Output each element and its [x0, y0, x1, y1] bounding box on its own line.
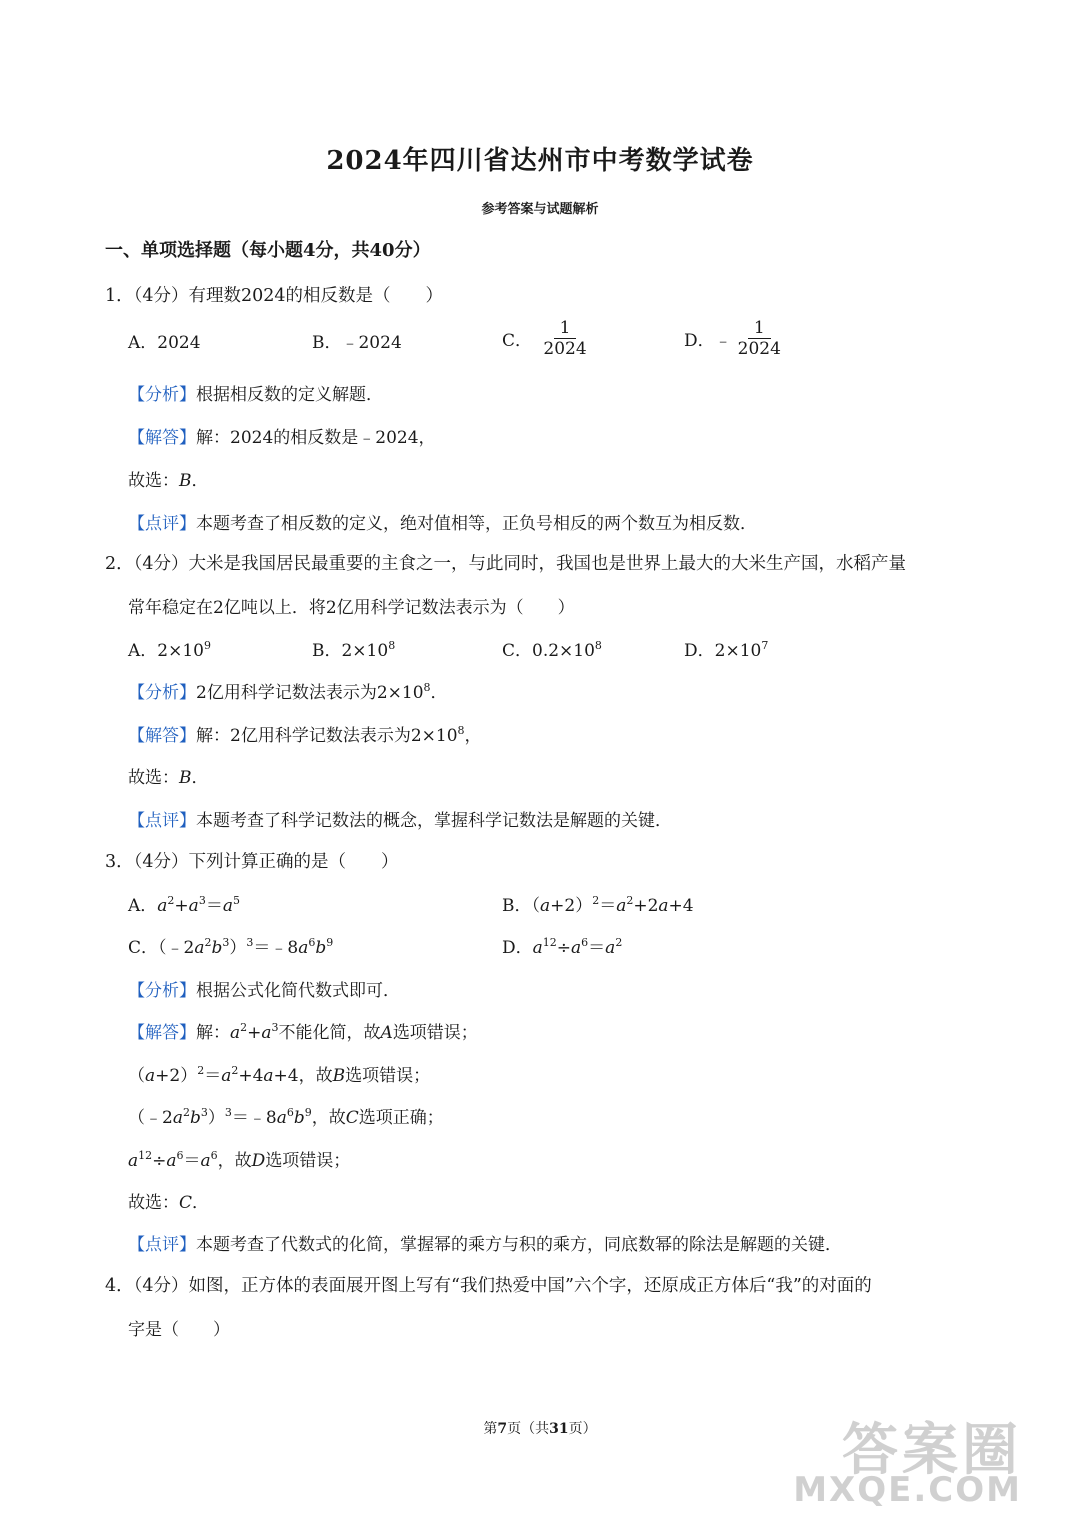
fraction-denominator: 2024 [543, 339, 587, 359]
q2-stem-line1: 2．（4分）大米是我国居民最重要的主食之一，与此同时，我国也是世界上最大的大米生产国，水稻产量 [105, 554, 907, 574]
watermark-logo-text: 答案圈 [842, 1418, 1022, 1483]
q1-option-c-fraction [537, 318, 592, 359]
q2-option-c: C．$0.2\times 10^8$ [502, 639, 602, 661]
q1-choice: 故选：B． [128, 471, 209, 491]
q3-option-d: D．$a^{12}\div a^6=a^2$ [502, 936, 623, 958]
q3-answer-line4: $a^{12}\div a^6=a^6$，故D选项错误； [128, 1149, 351, 1171]
q3-option-a: A．$a^2+a^3=a^5$ [128, 894, 240, 916]
q1-option-a: A．2024 [128, 333, 201, 353]
fraction-numerator: 1 [748, 318, 771, 339]
q2-option-d: D．$2\times 10^7$ [684, 639, 769, 661]
q1-option-c-label: C． [502, 331, 533, 351]
section-heading: 一、单项选择题（每小题4分，共40分） [105, 240, 431, 261]
q1-option-b: B．﹣2024 [312, 333, 402, 353]
q1-option-c [502, 318, 593, 359]
answer-tag: 【解答】 [128, 1023, 196, 1043]
q1-option-d-label: D． [684, 331, 715, 351]
q4-stem-line2: 字是（ ） [128, 1320, 230, 1340]
page-footer: 第7页（共31页） [483, 1421, 597, 1437]
fraction-numerator: 1 [554, 318, 577, 339]
comment-tag: 【点评】 [128, 1235, 196, 1255]
q2-option-b: B．$2\times 10^8$ [312, 639, 396, 661]
q2-answer: 【解答】解：2亿用科学记数法表示为$2\times 10^8$， [128, 724, 482, 746]
q3-answer-line2: $(a+2)^2=a^2+4a+4$，故B选项错误； [128, 1064, 431, 1086]
page-title: 2024年四川省达州市中考数学试卷 [326, 146, 754, 176]
q1-option-d [684, 318, 787, 359]
q1-analysis: 【分析】根据相反数的定义解题． [128, 385, 383, 405]
watermark-url: MXQE.COM [793, 1470, 1022, 1510]
q4-stem-line1: 4．（4分）如图，正方体的表面展开图上写有“我们热爱中国”六个字，还原成正方体后“我”的对面的 [105, 1276, 872, 1296]
q3-option-c: C．$(﹣2a^2b^3)^3=﹣8a^6b^9$ [128, 936, 334, 958]
q2-stem-line2: 常年稳定在2亿吨以上．将2亿用科学记数法表示为（ ） [128, 598, 575, 618]
q3-option-b: B．$(a+2)^2=a^2+2a+4$ [502, 894, 694, 916]
page-subtitle: 参考答案与试题解析 [481, 202, 599, 217]
q3-answer-line3: $(﹣2a^2b^3)^3=﹣8a^6b^9$，故C选项正确； [128, 1106, 444, 1128]
minus-sign: ﹣ [714, 331, 732, 351]
comment-tag: 【点评】 [128, 811, 196, 831]
q2-choice: 故选：B． [128, 768, 209, 788]
q1-option-d-fraction [732, 318, 787, 359]
comment-tag: 【点评】 [128, 514, 196, 534]
q2-comment: 【点评】本题考查了科学记数法的概念，掌握科学记数法是解题的关键． [128, 811, 672, 831]
fraction-denominator: 2024 [737, 339, 781, 359]
q3-answer-line1: 【解答】解：$a^2+a^3$不能化简，故A选项错误； [128, 1021, 478, 1043]
q1-answer: 【解答】解：2024的相反数是﹣2024， [128, 428, 436, 448]
q1-stem: 1．（4分）有理数2024的相反数是（ ） [105, 286, 444, 306]
q2-option-a: A．$2\times 10^9$ [128, 639, 211, 661]
answer-tag: 【解答】 [128, 428, 196, 448]
q2-analysis: 【分析】2亿用科学记数法表示为$2\times 10^8$． [128, 681, 448, 703]
q3-stem: 3．（4分）下列计算正确的是（ ） [105, 852, 399, 872]
answer-tag: 【解答】 [128, 726, 196, 746]
q3-choice: 故选：C． [128, 1193, 210, 1213]
q3-analysis: 【分析】根据公式化简代数式即可． [128, 981, 400, 1001]
q1-comment: 【点评】本题考查了相反数的定义，绝对值相等，正负号相反的两个数互为相反数． [128, 514, 757, 534]
analysis-tag: 【分析】 [128, 981, 196, 1001]
q3-comment: 【点评】本题考查了代数式的化简，掌握幂的乘方与积的乘方，同底数幂的除法是解题的关键． [128, 1235, 842, 1255]
analysis-tag: 【分析】 [128, 385, 196, 405]
analysis-tag: 【分析】 [128, 683, 196, 703]
